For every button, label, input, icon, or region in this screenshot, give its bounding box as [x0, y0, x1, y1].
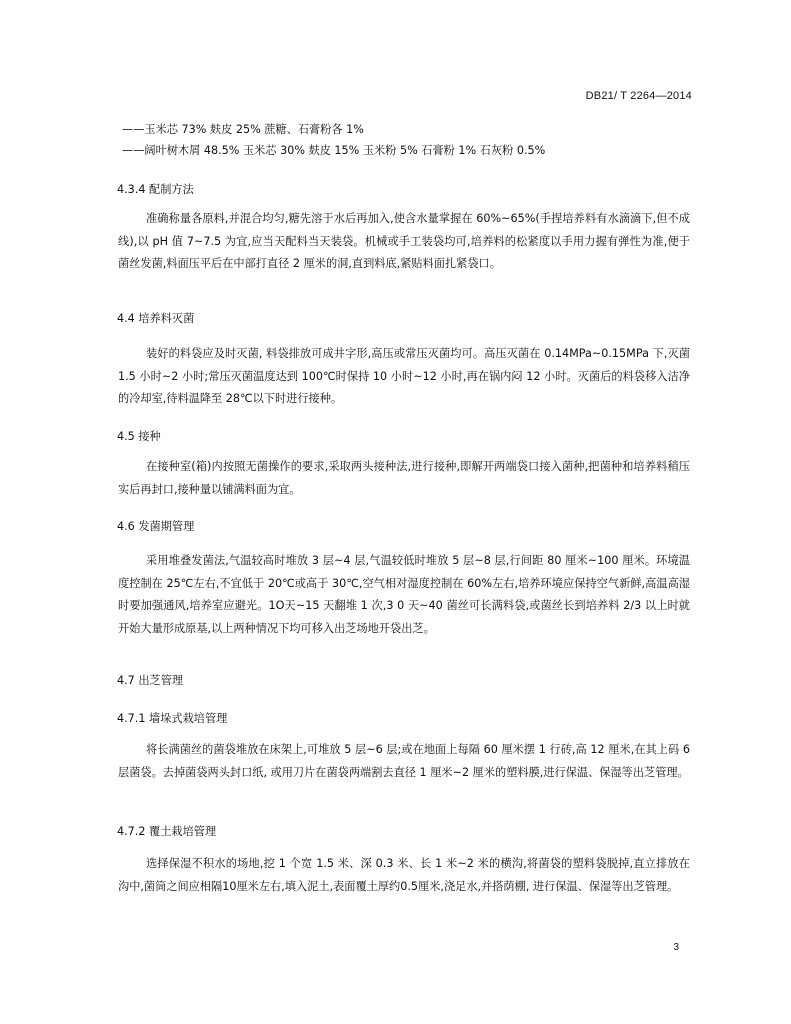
section-heading: 4.4 培养料灭菌: [117, 312, 195, 325]
section-paragraph: 将长满菌丝的菌袋堆放在床架上,可堆放 5 层~6 层;或在地面上每隔 60 厘米摆 1 行砖,高 12 厘米,在其上码 6 层菌袋。去掉菌袋两头封口纸, 或用刀片在菌袋两端割去直径 1 厘米~2 厘米的塑料膜,进行保温、保湿等出芝管理。: [118, 743, 690, 779]
section-heading: 4.6 发菌期管理: [117, 520, 195, 533]
section-heading: 4.3.4 配制方法: [117, 183, 194, 196]
formula-item: ——玉米芯 73% 麸皮 25% 蔗糖、石膏粉各 1%: [122, 123, 364, 136]
section-paragraph: 选择保湿不积水的场地,挖 1 个宽 1.5 米、深 0.3 米、长 1 米~2 米的横沟,将菌袋的塑料袋脱掉,直立排放在沟中,菌筒之间应相隔10厘米左右,填入泥土,表面覆土厚约0.5厘米,浇足水,并搭荫棚, 进行保温、保湿等出芝管理。: [118, 857, 690, 893]
section-paragraph: 采用堆叠发菌法,气温较高时堆放 3 层~4 层,气温较低时堆放 5 层~8 层,行间距 80 厘米~100 厘米。环境温度控制在 25℃左右,不宜低于 20℃或高于 30℃,空气相对湿度控制在 60%左右,培养环境应保持空气新鲜,高温高湿时要加强通风,培养室应避光。1O天~15 天翻堆 1 次,3 0 天~40 菌丝可长满料袋,或菌丝长到培养料 2/3 以上时就开始大量形成原基,以上两种情况下均可移入出芝场地开袋出芝。: [118, 554, 690, 635]
page-number: 3: [673, 942, 679, 953]
section-paragraph: 准确称量各原料,并混合均匀,糖先溶于水后再加入,使含水量掌握在 60%~65%(手捏培养料有水滴滴下,但不成线),以 pH 值 7~7.5 为宜,应当天配料当天装袋。机械或手工装袋均可,培养料的松紧度以手用力握有弹性为准,便于菌丝发菌,料面压平后在中部打直径 2 厘米的洞,直到料底,紧贴料面扎紧袋口。: [118, 212, 690, 270]
section-paragraph: 在接种室(箱)内按照无菌操作的要求,采取两头接种法,进行接种,即解开两端袋口接入菌种,把菌种和培养料稍压实后再封口,接种量以铺满料面为宜。: [118, 460, 690, 496]
section-heading: 4.5 接种: [117, 430, 161, 443]
section-heading: 4.7 出芝管理: [117, 674, 184, 687]
section-paragraph: 装好的料袋应及时灭菌, 料袋排放可成井字形,高压或常压灭菌均可。高压灭菌在 0.14MPa~0.15MPa 下,灭菌 1.5 小时~2 小时;常压灭菌温度达到 100℃时保持 10 小时~12 小时,再在锅内闷 12 小时。灭菌后的料袋移入洁净的冷却室,待料温降至 28℃以下时进行接种。: [118, 347, 690, 405]
formula-item: ——阔叶树木屑 48.5% 玉米芯 30% 麸皮 15% 玉米粉 5% 石膏粉 1% 石灰粉 0.5%: [122, 144, 546, 157]
section-heading: 4.7.2 覆土栽培管理: [117, 825, 217, 838]
document-code: DB21/ T 2264—2014: [585, 90, 692, 102]
section-heading: 4.7.1 墙垛式栽培管理: [117, 712, 228, 725]
